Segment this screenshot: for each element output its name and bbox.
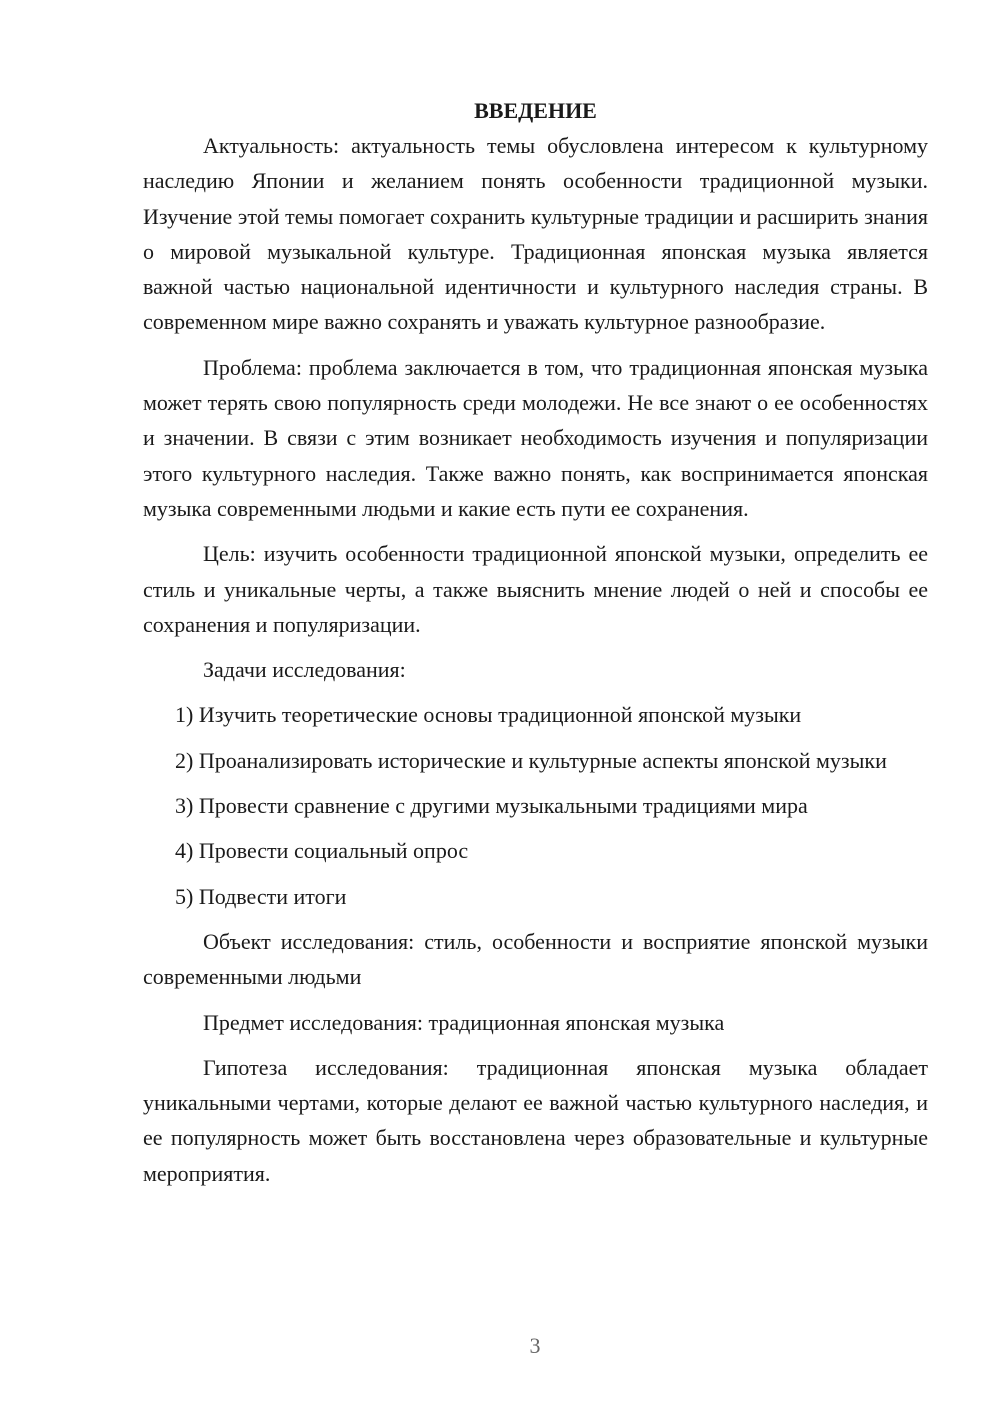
paragraph-tasks-intro: Задачи исследования:: [203, 657, 406, 683]
document-page: [143, 94, 928, 1201]
task-item: 5) Подвести итоги: [175, 883, 347, 909]
paragraph-problem: Проблема: проблема заключается в том, что традиционная японская музыка может терять свою популярность среди молодежи. Не все знают о ее особенностях и значении. В связи с этим возникает необходимость изучения и популяризации этого культурного наследия. Также важно понять, как воспринимается японская музыка современными людьми и какие есть пути ее сохранения.: [143, 354, 928, 521]
task-item: 1) Изучить теоретические основы традиционной японской музыки: [175, 702, 802, 728]
task-item: 4) Провести социальный опрос: [175, 838, 469, 864]
paragraph-hypothesis: Гипотеза исследования: традиционная японская музыка обладает уникальными чертами, которые делают ее важной частью культурного наследия, и ее популярность может быть восстановлена через образовательные и культурные мероприятия.: [143, 1054, 928, 1186]
page-number: 3: [529, 1333, 541, 1358]
section-heading: ВВЕДЕНИЕ: [474, 98, 597, 123]
paragraph-relevance: Актуальность: актуальность темы обусловлена интересом к культурному наследию Японии и желанием понять особенности традиционной музыки. Изучение этой темы помогает сохранить культурные традиции и расширить знания о мировой музыкальной культуре. Традиционная японская музыка является важной частью национальной идентичности и культурного наследия страны. В современном мире важно сохранять и уважать культурное разнообразие.: [143, 133, 928, 335]
paragraph-goal: Цель: изучить особенности традиционной японской музыки, определить ее стиль и уникальные черты, а также выяснить мнение людей о ней и способы ее сохранения и популяризации.: [143, 541, 928, 637]
task-item: 2) Проанализировать исторические и культурные аспекты японской музыки: [175, 747, 887, 773]
paragraph-subject: Предмет исследования: традиционная японская музыка: [203, 1009, 725, 1035]
task-item: 3) Провести сравнение с другими музыкальными традициями мира: [175, 793, 808, 819]
paragraph-object: Объект исследования: стиль, особенности и восприятие японской музыки современными людьми: [143, 928, 928, 990]
